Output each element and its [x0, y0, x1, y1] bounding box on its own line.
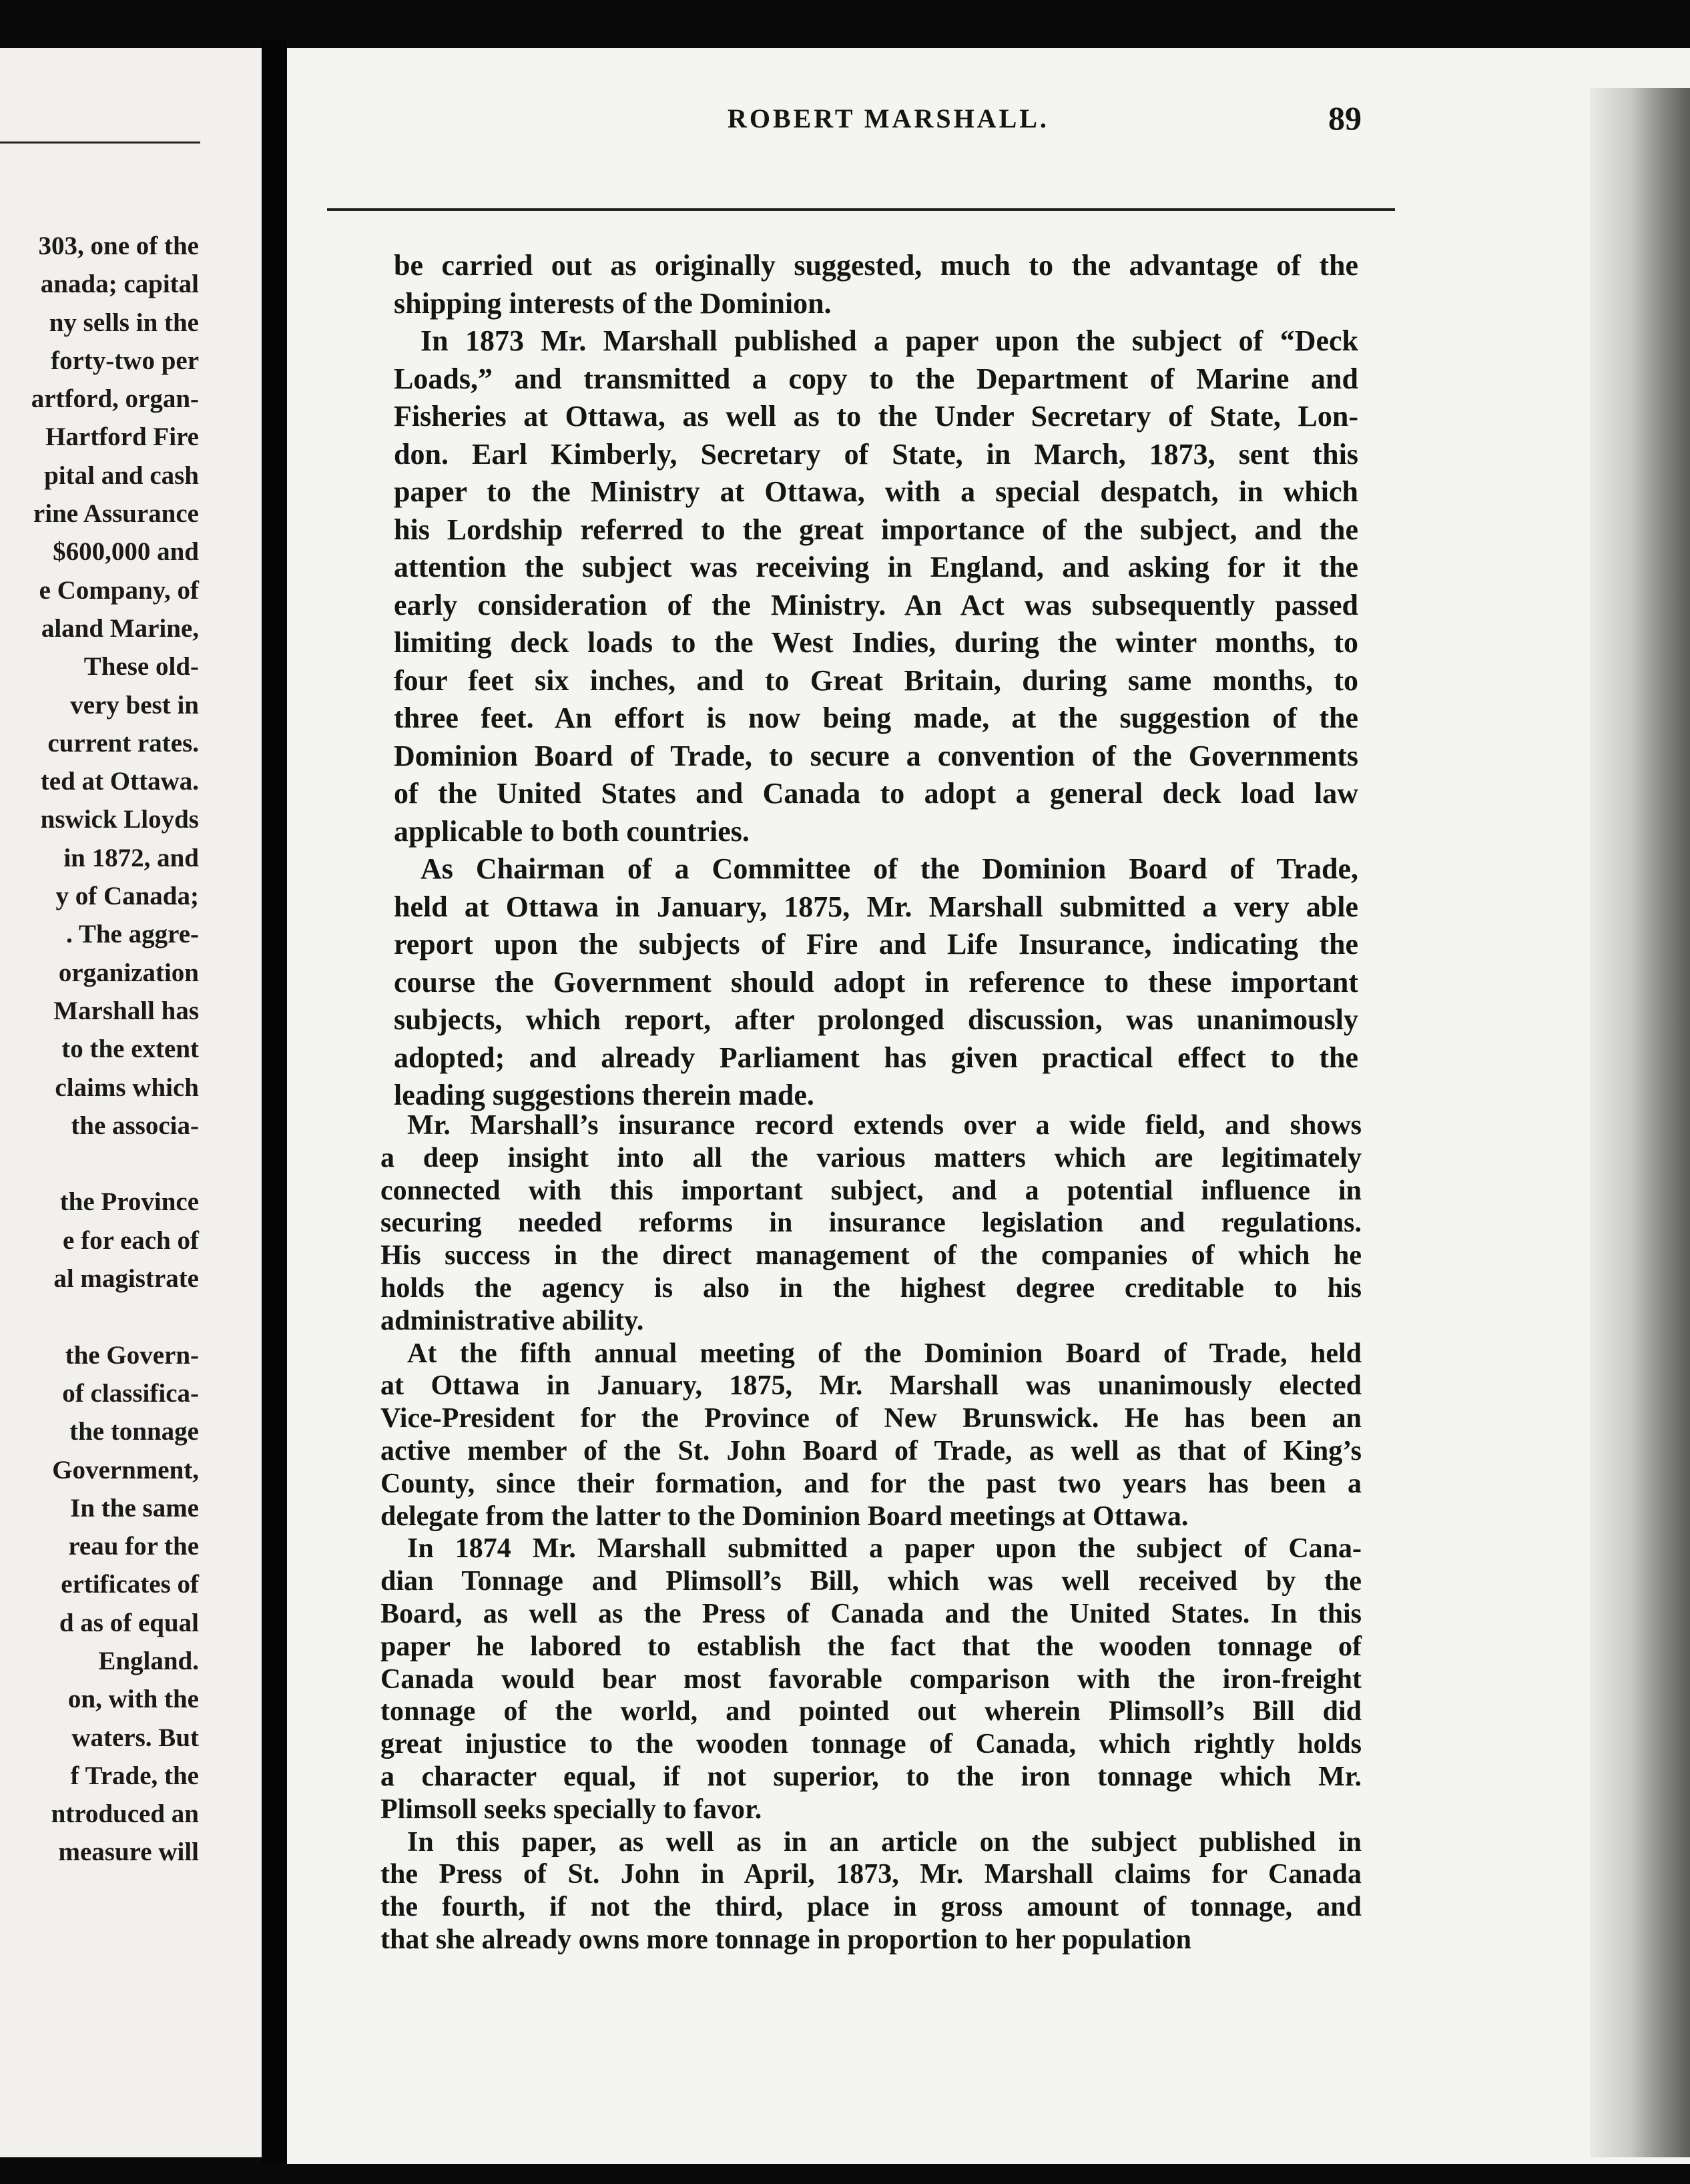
body-text: [394, 247, 1358, 1115]
facing-page-line: Hartford Fire: [45, 423, 199, 452]
page-header: [287, 99, 1615, 150]
facing-page-line: claims which: [55, 1073, 199, 1102]
text-line: Dominion Board of Trade, to secure a convention of the Governments: [394, 739, 1358, 772]
text-line: At the fifth annual meeting of the Dominion Board of Trade, held: [407, 1338, 1362, 1369]
text-line: County, since their formation, and for the past two years has been a: [380, 1468, 1362, 1499]
text-line: the Press of St. John in April, 1873, Mr. Marshall claims for Canada: [380, 1859, 1362, 1890]
text-line: shipping interests of the Dominion.: [394, 286, 832, 320]
text-line: be carried out as originally suggested, much to the advantage of the: [394, 249, 1358, 282]
facing-page-line: anada; capital: [40, 270, 199, 299]
text-line: administrative ability.: [380, 1305, 644, 1336]
facing-page-fragment: [0, 48, 262, 2157]
facing-page-line: rine Assurance: [33, 499, 199, 529]
text-line: the fourth, if not the third, place in gross amount of tonnage, and: [380, 1892, 1362, 1923]
text-line: Fisheries at Ottawa, as well as to the Under Secretary of State, Lon-: [394, 400, 1358, 433]
text-line: a deep insight into all the various matters which are legitimately: [380, 1142, 1362, 1173]
facing-page-line: [0, 1145, 199, 1183]
text-line: three feet. An effort is now being made, at the suggestion of the: [394, 702, 1358, 734]
text-line: four feet six inches, and to Great Britain, during same months, to: [394, 663, 1358, 697]
text-line: applicable to both countries.: [394, 814, 750, 848]
facing-page-line: ny sells in the: [49, 308, 199, 337]
text-line: great injustice to the wooden tonnage of Canada, which rightly holds: [380, 1729, 1362, 1760]
facing-page-line: organization: [58, 958, 199, 987]
text-line: early consideration of the Ministry. An Act was subsequently passed: [394, 588, 1358, 621]
facing-page-line: Government,: [52, 1455, 199, 1484]
facing-page-line: . The aggre-: [66, 920, 199, 949]
text-line: attention the subject was receiving in England, and asking for it the: [394, 551, 1358, 583]
text-line: Board, as well as the Press of Canada and the United States. In this: [380, 1598, 1362, 1629]
facing-page-line: of classifica-: [62, 1378, 199, 1408]
text-line: subjects, which report, after prolonged discussion, was unanimously: [394, 1003, 1358, 1036]
facing-page-line: ted at Ottawa.: [40, 767, 199, 796]
page-number: 89: [1328, 99, 1362, 137]
text-line: Vice-President for the Province of New Brunswick. He has been an: [380, 1403, 1362, 1434]
text-line: held at Ottawa in January, 1875, Mr. Marshall submitted a very able: [394, 890, 1358, 923]
text-line: securing needed reforms in insurance legislation and regulations.: [380, 1207, 1362, 1239]
facing-page-line: forty-two per: [51, 346, 199, 375]
text-line: at Ottawa in January, 1875, Mr. Marshall was unanimously elected: [380, 1370, 1362, 1402]
facing-page-line: nswick Lloyds: [40, 805, 199, 834]
facing-page-line: in 1872, and: [63, 843, 199, 872]
book-page: [287, 48, 1690, 2164]
facing-page-line: measure will: [58, 1838, 199, 1867]
text-line: course the Government should adopt in reference to these important: [394, 965, 1358, 999]
facing-page-line: These old-: [83, 652, 199, 681]
text-line: of the United States and Canada to adopt a general deck load law: [394, 777, 1358, 810]
text-line: Loads,” and transmitted a copy to the Department of Marine and: [394, 362, 1358, 395]
text-line: Mr. Marshall’s insurance record extends over a wide field, and shows: [407, 1110, 1362, 1141]
text-line: limiting deck loads to the West Indies, during the winter months, to: [394, 626, 1358, 659]
facing-page-line: ertificates of: [61, 1570, 199, 1599]
facing-page-line: the tonnage: [69, 1417, 199, 1446]
running-title: ROBERT MARSHALL.: [728, 103, 1049, 133]
facing-page-line: ntroduced an: [51, 1800, 199, 1829]
facing-page-line: [0, 1298, 199, 1336]
text-line: adopted; and already Parliament has given practical effect to the: [394, 1041, 1358, 1074]
facing-page-line: aland Marine,: [41, 613, 199, 643]
page-edge-shadow: [1590, 88, 1690, 2157]
body-text-continued: [380, 1109, 1362, 1956]
text-line: active member of the St. John Board of Trade, as well as that of King’s: [380, 1435, 1362, 1466]
book-gutter: [262, 40, 287, 2163]
text-line: delegate from the latter to the Dominion Board meetings at Ottawa.: [380, 1500, 1189, 1532]
text-line: connected with this important subject, and a potential influence in: [380, 1175, 1362, 1206]
facing-page-line: on, with the: [67, 1685, 199, 1714]
facing-page-line: al magistrate: [53, 1264, 199, 1294]
text-line: don. Earl Kimberly, Secretary of State, in March, 1873, sent this: [394, 437, 1358, 471]
facing-page-line: f Trade, the: [70, 1761, 199, 1790]
facing-page-line: Marshall has: [53, 996, 199, 1025]
facing-page-line: the Govern-: [65, 1340, 199, 1370]
text-line: paper he labored to establish the fact that the wooden tonnage of: [380, 1631, 1362, 1662]
text-line: As Chairman of a Committee of the Dominion Board of Trade,: [420, 852, 1358, 885]
text-line: paper to the Ministry at Ottawa, with a special despatch, in which: [394, 475, 1358, 508]
text-line: a character equal, if not superior, to the iron tonnage which Mr.: [380, 1761, 1362, 1792]
facing-page-line: 303, one of the: [38, 232, 199, 260]
facing-page-line: to the extent: [61, 1035, 199, 1064]
facing-page-text: [0, 227, 199, 1872]
text-line: In 1874 Mr. Marshall submitted a paper upon the subject of Cana-: [407, 1533, 1362, 1565]
facing-page-line: the associa-: [71, 1111, 199, 1140]
text-line: In 1873 Mr. Marshall published a paper upon the subject of “Deck: [420, 324, 1358, 357]
facing-page-line: In the same: [70, 1493, 199, 1523]
header-rule: [327, 208, 1395, 211]
facing-page-line: waters. But: [71, 1723, 199, 1752]
facing-page-line: the Province: [59, 1187, 199, 1217]
text-line: report upon the subjects of Fire and Life Insurance, indicating the: [394, 928, 1358, 961]
text-line: tonnage of the world, and pointed out wherein Plimsoll’s Bill did: [380, 1696, 1362, 1727]
facing-page-line: pital and cash: [44, 461, 199, 490]
text-line: Plimsoll seeks specially to favor.: [380, 1794, 762, 1825]
facing-page-line: $600,000 and: [53, 537, 199, 567]
facing-page-line: reau for the: [68, 1532, 199, 1561]
facing-page-line: very best in: [70, 690, 199, 720]
text-line: his Lordship referred to the great importance of the subject, and the: [394, 513, 1358, 546]
facing-page-header-rule: [0, 142, 200, 144]
text-line: holds the agency is also in the highest degree creditable to his: [380, 1272, 1362, 1304]
facing-page-line: e Company, of: [39, 575, 199, 605]
facing-page-line: current rates.: [47, 728, 199, 758]
text-line: His success in the direct management of the companies of which he: [380, 1240, 1362, 1272]
text-line: that she already owns more tonnage in proportion to her population: [380, 1924, 1192, 1955]
text-line: leading suggestions therein made.: [394, 1079, 814, 1111]
facing-page-line: d as of equal: [59, 1608, 199, 1637]
text-line: dian Tonnage and Plimsoll’s Bill, which was well received by the: [380, 1566, 1362, 1597]
facing-page-line: e for each of: [63, 1225, 199, 1255]
facing-page-line: y of Canada;: [55, 882, 199, 911]
text-line: In this paper, as well as in an article on the subject published in: [407, 1826, 1362, 1858]
text-line: Canada would bear most favorable comparison with the iron-freight: [380, 1663, 1362, 1695]
facing-page-line: England.: [98, 1646, 199, 1675]
facing-page-line: artford, organ-: [31, 384, 199, 414]
